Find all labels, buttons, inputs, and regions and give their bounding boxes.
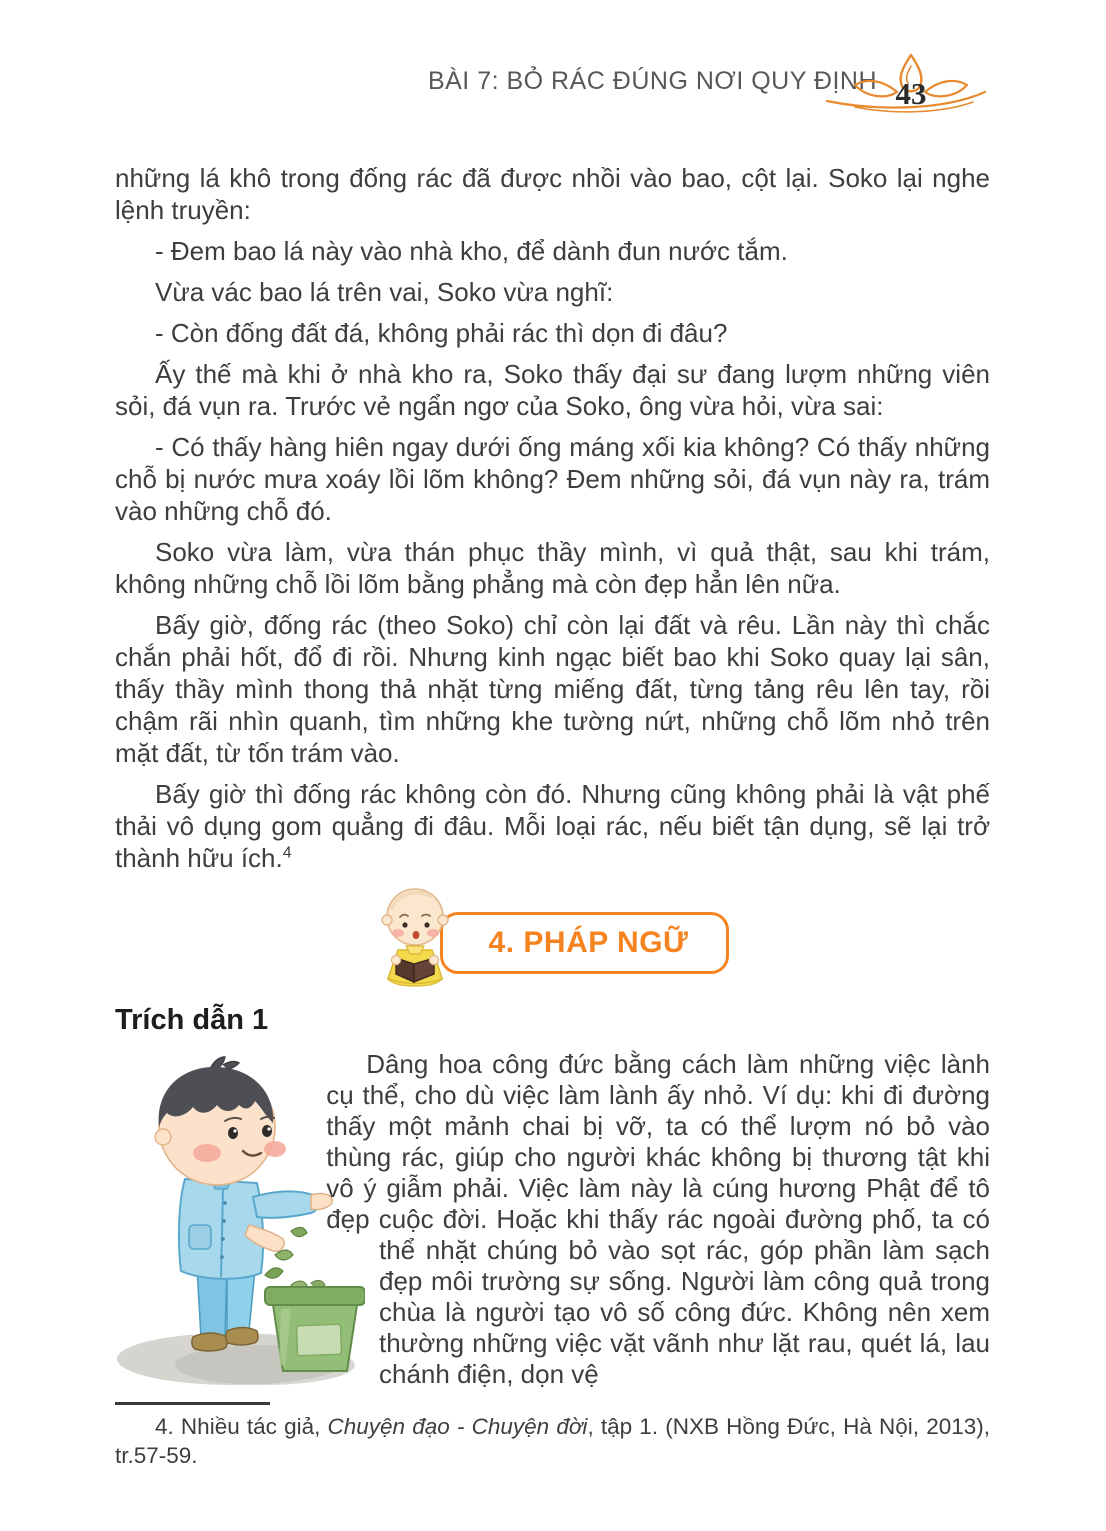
story-paragraph: - Có thấy hàng hiên ngay dưới ống máng xối kia không? Có thấy những chỗ bị nước mưa xoáy lồi lõm không? Đem những sỏi, đá vụn này ra, trám vào những chỗ đó. — [115, 432, 990, 526]
story-text — [115, 162, 990, 874]
footnote-prefix: 4. Nhiều tác giả, — [155, 1414, 328, 1439]
footnote-book-title: Chuyện đạo - Chuyện đời — [327, 1414, 588, 1439]
section-badge-label: 4. PHÁP NGỮ — [488, 926, 689, 959]
page-number: 43 — [895, 76, 927, 111]
story-paragraph-with-footnote — [115, 778, 990, 874]
page-number-lotus — [825, 52, 990, 118]
story-paragraph: những lá khô trong đống rác đã được nhồi vào bao, cột lại. Soko lại nghe lệnh truyền: — [115, 163, 990, 225]
page-header — [115, 50, 990, 120]
story-paragraph: Vừa vác bao lá trên vai, Soko vừa nghĩ: — [155, 277, 614, 307]
quote-text: Dâng hoa công đức bằng cách làm những việc lành cụ thể, cho dù việc làm lành ấy nhỏ. Ví dụ: khi đi đường thấy một mảnh chai bị vỡ, ta có thể lượm nó bỏ vào thùng rác, giúp cho người khác không bị thương tật khi vô ý giẫm phải. Việc làm này là cúng hương Phật để tô đẹp cuộc đời. Hoặc khi thấy rác ngoài đường phố, ta có thể nhặt chúng bỏ vào sọt rác, góp phần làm sạch đẹp môi trường sự sống. Người làm công quả trong chùa là người tạo vô số công đức. Không nên xem thường những việc vặt vãnh như lặt rau, quét lá, lau chánh điện, dọn vệ — [326, 1049, 990, 1389]
baby-monk-icon — [376, 884, 454, 988]
footnote-text — [115, 1412, 990, 1470]
story-paragraph: - Đem bao lá này vào nhà kho, để dành đun nước tắm. — [155, 236, 788, 266]
footnote-marker: 4 — [282, 844, 292, 862]
story-paragraph: Soko vừa làm, vừa thán phục thầy mình, vì quả thật, sau khi trám, không những chỗ lồi lõm bằng phẳng mà còn đẹp hẳn lên nữa. — [115, 537, 990, 599]
footnote-rule — [115, 1402, 270, 1405]
story-paragraph: Ấy thế mà khi ở nhà kho ra, Soko thấy đại sư đang lượm những viên sỏi, đá vụn ra. Trước vẻ ngẩn ngơ của Soko, ông vừa hỏi, vừa sai: — [115, 359, 990, 421]
footnote — [115, 1402, 990, 1470]
story-paragraph: - Còn đống đất đá, không phải rác thì dọn đi đâu? — [155, 318, 728, 348]
lesson-title: BÀI 7: BỎ RÁC ĐÚNG NƠI QUY ĐỊNH — [427, 66, 877, 95]
quote-body — [115, 1049, 990, 1390]
story-paragraph-text: Bấy giờ thì đống rác không còn đó. Nhưng cũng không phải là vật phế thải vô dụng gom quẳng đi đâu. Mỗi loại rác, nếu biết tận dụng, sẽ lại trở thành hữu ích. — [115, 779, 990, 873]
footnote-suffix: , tập 1. (NXB Hồng Đức, Hà Nội, 2013), tr.57-59. — [115, 1414, 990, 1468]
lotus-icon — [825, 52, 990, 118]
section-badge — [115, 884, 990, 988]
quote-heading: Trích dẫn 1 — [115, 1004, 269, 1036]
section-badge-pill — [440, 912, 730, 974]
story-paragraph: Bấy giờ, đống rác (theo Soko) chỉ còn lại đất và rêu. Lần này thì chắc chắn phải hốt, đổ đi rồi. Nhưng kinh ngạc biết bao khi Soko quay lại sân, thấy thầy mình thong thả nhặt từng miếng đất, từng tảng rêu lên tay, rồi chậm rãi nhìn quanh, tìm những khe tường nứt, những chỗ lõm nhỏ trên mặt đất, từ tốn trám vào. — [115, 610, 990, 768]
